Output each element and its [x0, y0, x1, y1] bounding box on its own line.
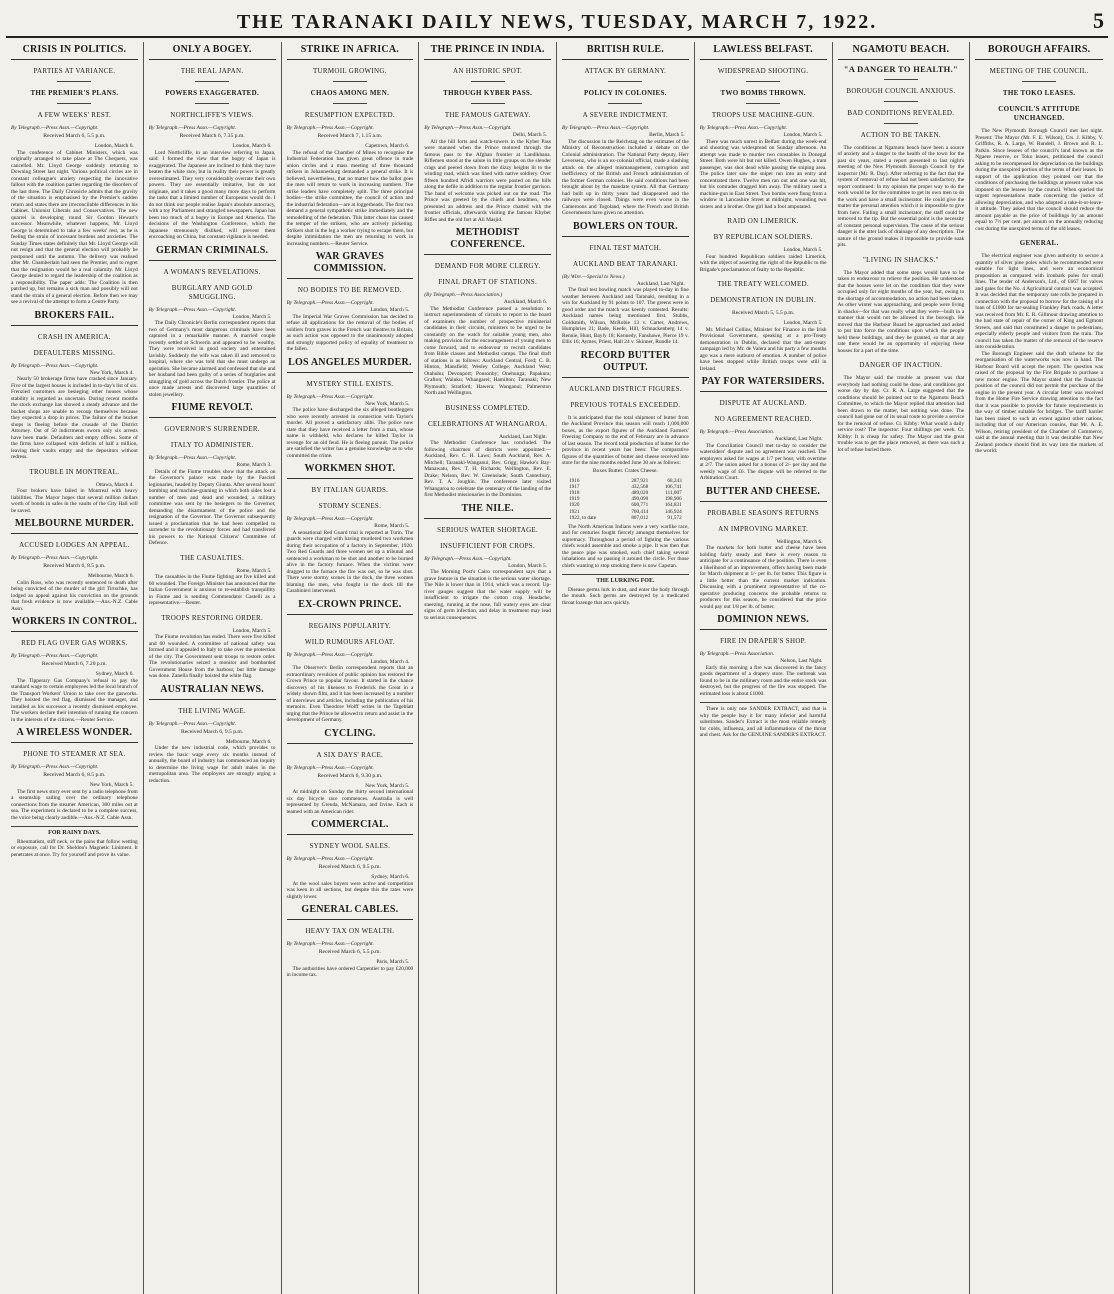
dateline: New York, March 4. — [89, 369, 134, 376]
subheading: THE PREMIER'S PLANS. — [30, 89, 119, 97]
subheading: ATTACK BY GERMANY. — [584, 67, 667, 75]
subheading: ACCUSED LODGES AN APPEAL. — [19, 541, 130, 549]
headline: THE PRINCE IN INDIA. — [424, 44, 551, 60]
subheading: THE TREATY WELCOMED. — [717, 280, 809, 288]
column-4 — [419, 42, 557, 1294]
article-bowlers-on-tour — [562, 221, 689, 346]
subheading: THE CASUALTIES. — [180, 553, 244, 562]
column-8 — [970, 42, 1108, 1294]
subheading: WILD RUMOURS AFLOAT. — [304, 637, 395, 646]
subheading: BY ITALIAN GUARDS. — [311, 486, 389, 494]
subheading: CELEBRATIONS AT WHANGAROA. — [427, 419, 548, 428]
subheading: THE TOKO LEASES. — [1002, 89, 1076, 97]
article-dominion-news — [700, 614, 827, 697]
headline: RECORD BUTTER OUTPUT. — [562, 350, 689, 378]
received-line: Received March 6, 5.5 p.m. — [43, 133, 106, 139]
table-cell: 198,906 — [664, 496, 682, 503]
subheading: PROBABLE SEASON'S RETURNS — [707, 508, 820, 517]
subheading: MEETING OF THE COUNCIL. — [989, 67, 1089, 75]
table-cell: 432,568 — [631, 483, 649, 490]
headline: PAY FOR WATERSIDERS. — [700, 376, 827, 392]
byline: By Telegraph.—Press Assn.—Copyright. — [699, 125, 788, 131]
column-2 — [144, 42, 282, 1294]
advertisement — [700, 702, 827, 739]
separator — [884, 101, 918, 102]
subheading: TROUBLE IN MONTREAL. — [29, 467, 120, 476]
headline: METHODIST CONFERENCE. — [424, 227, 551, 255]
article-body: The Mayor added that some steps would have to be taken to endeavour to relieve the position. He understood that the houses were let on the condition that they were occupied only for eight months of the year, but, owing to the shortage of accommodation, no action had been taken. As other winter was approaching, and people were living in shacks—for that was really what they were—built in a manner that would not be allowed in the borough. He moved that the Harbour Board be approached and asked to put into force the conditions upon which the people held these buildings, and they be granted, so that at any rate there would be an opportunity of enjoying these houses for a part of the time. — [837, 269, 965, 354]
received-line: Received March 6, 9.30 p.m. — [317, 772, 383, 779]
subheading: DEFAULTERS MISSING. — [33, 348, 116, 357]
article-body: The Methodist Conference has concluded. The following chairmen of districts were appointed:—Auckland, Rev. C. H. Laws; South Auckland, Rev. A. Mitchell; Taranaki-Wanganui, Rev. Grigg; Hawke's Bay-Manawatu, Rev. T. H. Richards; Wellington, Rev. E. Drake; Nelson, Rev. W. Greenslade; South Canterbury, Rev. T. A. Joughin. The conference later visited Whangaroa to celebrate the centenary of the landing of the first Methodist missionaries in the Dominion. — [424, 440, 551, 498]
byline: By Telegraph.—Press Association. — [699, 651, 775, 657]
separator — [195, 103, 229, 104]
subheading: A SIX DAYS' RACE. — [316, 750, 384, 759]
headline: LOS ANGELES MURDER. — [287, 357, 414, 373]
subheading: A FEW WEEKS' REST. — [37, 111, 112, 119]
headline: CYCLING. — [287, 728, 414, 744]
subheading: THE FAMOUS GATEWAY. — [444, 111, 531, 119]
separator — [333, 103, 367, 104]
article-workmen-shot — [287, 463, 414, 595]
subheading: GENERAL. — [1019, 239, 1059, 247]
article-body: At the wool sales buyers were active and competition was keen in all sections, but despite this the rates were slightly lower. — [286, 880, 414, 900]
article-brokers-fail — [11, 310, 138, 515]
column-6 — [695, 42, 833, 1294]
subheading: PHONE TO STEAMER AT SEA. — [23, 750, 126, 758]
dateline: London, March 6. — [94, 143, 134, 149]
headline: BRITISH RULE. — [562, 44, 689, 60]
received-line: Received March 6, 9.5 p.m. — [181, 728, 244, 735]
table-cell: 68,243 — [667, 477, 682, 484]
table-cell: 807,012 — [631, 514, 649, 521]
article-war-graves — [287, 251, 414, 353]
byline: By Telegraph.—Press Assn.—Copyright. — [286, 651, 374, 658]
subheading: A WOMAN'S REVELATIONS. — [163, 267, 261, 276]
received-line: Received March 6, 5.5 p.m. — [318, 949, 381, 955]
dateline: London, March 6. — [232, 143, 272, 149]
subheading: RESUMPTION EXPECTED. — [304, 111, 395, 119]
dateline: London, March 5. — [783, 247, 823, 253]
received-line: Received March 5, 5.5 p.m. — [732, 310, 795, 316]
dateline: Rome, March 5. — [374, 523, 410, 529]
separator — [746, 81, 780, 82]
subheading: DEMAND FOR MORE CLERGY. — [434, 262, 541, 270]
pull-quote: "A DANGER TO HEALTH." — [843, 64, 959, 74]
table-cell: 1916 — [569, 477, 580, 484]
article-borough-affairs — [975, 44, 1103, 455]
article-body: At midnight on Sunday the thirty second international six day bicycle race commences. Australia is well represented by Grenda, McNamara, and Irvine. Each is teamed with an American rider. — [286, 789, 414, 815]
separator — [471, 103, 505, 104]
separator — [333, 81, 367, 82]
advertisement-body: Disease germs lurk in dust, and enter the body through the mouth. Such germs are destroyed by a medicated throat lozenge that acts quickly. — [562, 586, 689, 606]
headline: THE NILE. — [424, 503, 551, 519]
subheading: GOVERNOR'S SURRENDER. — [164, 425, 260, 433]
byline: By Telegraph.—Press Assn.—Copyright. — [286, 125, 374, 131]
article-british-rule — [562, 44, 689, 217]
byline: By Telegraph.—Press Assn.—Copyright. — [286, 856, 374, 862]
article-lawless-belfast — [700, 44, 827, 372]
subheading: NORTHCLIFFE'S VIEWS. — [170, 111, 254, 119]
byline: (By Wire.—Special to News.) — [562, 273, 625, 280]
article-fiume-revolt — [149, 402, 276, 680]
dateline: New York, March 5. — [365, 782, 410, 789]
subheading: SYDNEY WOOL SALES. — [309, 842, 391, 850]
subheading: DISPUTE AT AUCKLAND. — [719, 399, 807, 407]
article-cycling — [287, 728, 414, 816]
dateline: London, March 5. — [232, 313, 272, 320]
subheading: COUNCIL'S ATTITUDE UNCHANGED. — [998, 105, 1080, 122]
headline: EX-CROWN PRINCE. — [287, 599, 414, 615]
subheading: THROUGH KYBER PASS. — [443, 89, 533, 97]
subheading: ITALY TO ADMINISTER. — [170, 441, 254, 449]
masthead — [6, 4, 1108, 38]
dateline: New York, March 5. — [89, 782, 134, 788]
article-body: The Conciliation Council met to-day to consider the watersiders' dispute and no agreement was reached. The employers asked for wages at 1/7 per hour, with overtime at 2/7. The union asked for a bonus of 2/- per day and the weekly wage of £6. The dispute will be referred to the Arbitration Court. — [699, 442, 827, 481]
subheading: BUSINESS COMPLETED. — [445, 403, 530, 412]
table-cell: 1922, to date — [569, 514, 597, 521]
advertisement-heading: THE LURKING FOE. — [596, 578, 655, 585]
byline: By Telegraph.—Press Assn.—Copyright. — [148, 455, 237, 461]
article-body: The Methodist Conference passed a resolution to instruct superintendents of circuits to report to the board of examiners the number of prospective ministerial candidates in their circuits, ministers to be urged to be constantly on the watch for suitable young men, also making provision for the encouragement of young men to come forward, and to endeavour to recruit candidates from Bible classes and Methodist camps. The final draft of stations is as follows: Auckland Central, Ford; C. B. Hinton, Mansfield; Wesley College; Auckland West; Otahuhu; Devonport; Ponsonby; Onehunga; Papakura; Grafton; Waiuku; Whangarei; Hamilton; Taranaki; New Plymouth; Stratford; Hawera; Wanganui; Palmerston North and Wellington. — [424, 305, 551, 396]
table-cell: 1917 — [569, 483, 580, 490]
separator — [884, 79, 918, 80]
subheading: POLICY IN COLONIES. — [584, 89, 667, 97]
headline: BROKERS FAIL. — [11, 310, 138, 326]
advertisement — [562, 574, 689, 606]
article-body: The first news story ever sent by a radio telephone from a steamship sailing over the ordinary telephone connections from the steamer American, 300 miles out at sea. The experiment is declared to be a complete success, the voice being clearly audible.—Aus.-N.Z. Cable Assn. — [11, 788, 138, 821]
headline: GENERAL CABLES. — [287, 904, 414, 920]
subheading: POWERS EXAGGERATED. — [165, 89, 260, 97]
table-cell: 1919 — [569, 496, 580, 503]
table-cell: 287,921 — [631, 477, 649, 484]
dateline: Sydney, March 6. — [95, 671, 134, 677]
subheading: FINAL DRAFT OF STATIONS. — [438, 278, 538, 286]
table-cell: 106,741 — [664, 483, 682, 490]
received-line: Received March 6, 7.20 p.m. — [41, 661, 107, 667]
subheading: A SEVERE INDICTMENT. — [582, 111, 669, 119]
subheading: PREVIOUS TOTALS EXCEEDED. — [570, 400, 681, 409]
article-body: The discussion in the Reichstag on the estimates of the Ministry of Reconstruction included a debate on the Colonial administration. The National Party deputy, Herr Leversenz, who is an ex-colonial official, made a slashing attack on the alleged mismanagement, corruption and inefficiency of the British and French administration of the former German colonies. He said conditions had been brought about by the mandate system. All that Germany had built up in thirty years had disappeared and the railways were closed. Things were even worse in the Cameroons and Togoland, where the French and British Governments have given no attention. — [562, 138, 689, 216]
table-cell: 164,831 — [664, 502, 682, 509]
table-cell: 1921 — [569, 508, 580, 515]
subheading: DEMONSTRATION IN DUBLIN. — [710, 296, 817, 304]
article-body: The New Plymouth Borough Council met last night. Present: The Mayor (Mr. F. E. Wilson), Crs. J. Kibby, V. Griffiths, R. A. Large, W. Rundell, J. Brown and R. L. Parkin. Since lessees of the council's land known as the Ngaere reserve, or Toko leases, petitioned the council asking to be recompensed for depreciation on the buildings during the unexpired portion of the terms of their leases. In support of the application they pointed out that the conditions of purchasing the buildings at present value was imposed on the lessees by the council. When queried the urgent representations made concerning the justice of allowing depreciation, and who adopted a take-it-or-leave-it attitude. They asked that the council should reduce the amount payable as the price of buildings by an amount equal to 7½ per cent. per annum on the annually reducing cost during the unexpired terms of the old leases. — [975, 128, 1103, 232]
column-1 — [6, 42, 144, 1294]
article-body: Early this morning a fire was discovered in the fancy goods department of a drapery store. The outbreak was found to be in the millinery room and the entire stock was destroyed, but the progress of the fire was stopped. The estimated loss is about £1000. — [699, 664, 827, 697]
advertisement-heading: FOR RAINY DAYS. — [48, 830, 101, 836]
article-body: The refusal of the Chamber of Mines to recognise the Industrial Federation has given great offence in trade union circles and a mass meeting of three thousand strikers in Johannesburg demanded a general strike. It is believed, nevertheless, that no matter how the ballot goes the men will return to work in increasing numbers. The strike leaders have completely split. The three principal bodies—the strike committee, the council of action and the industrial federation—are at loggerheads. The first two demand a general sympathetic strike immediately and the remodelling of the federation. This latter chaos has caused the temper of the strikers, who are actively picketing. Strikers shot in the leg a worker trying to escape them, but despite intimidation the men are returning to work in increasing numbers.—Reuter Service. — [286, 149, 414, 247]
byline: By Telegraph.—Press Assn.—Copyright. — [286, 516, 374, 522]
byline: By Telegraph.—Press Assn.—Copyright. — [11, 125, 99, 131]
byline: By Telegraph.—Press Assn.—Copyright. — [562, 125, 650, 131]
subheading: AUCKLAND BEAT TARANAKI. — [573, 259, 678, 268]
byline: (By Telegraph.—Press Association.) — [424, 292, 503, 298]
dateline: Melbourne, March 6. — [225, 738, 272, 745]
article-body: The casualties in the Fiume fighting are five killed and 60 wounded. The Foreign Minister has announced that the Italian Government is anxious to re-establish tranquillity in Fiume and is sending Commendator Castelli as a representative.—Reuter. — [148, 574, 276, 606]
subheading: REGAINS POPULARITY. — [308, 621, 391, 630]
byline: By Telegraph.—Press Assn.—Copyright. — [11, 555, 99, 561]
article-body: Nearly 50 brokerage firms have crashed since January. Five of the largest houses is included in to-day's list of six. Frenzied customers are besieging other houses whose stability is regarded as uncertain. During recent months the stock exchange has showed a steady advance and the bucket shops are unable to recoup themselves because they expected a drop in prices. The failure of the bucket shops is fleeing before the crusade of the District Attorney. Out of 50 indictments sworn only six arrests have been made. Defaulters and empty offices. Some of the firms have collapsed with deficits of half a million, leaving their vaults empty and the depositors without redress. — [11, 376, 138, 460]
dateline: Auckland, Last Night. — [499, 433, 547, 440]
column-5 — [557, 42, 695, 1294]
subheading: MYSTERY STILL EXISTS. — [306, 379, 394, 388]
article-german-criminals — [149, 245, 276, 399]
dateline: Wellington, March 6. — [776, 538, 823, 545]
article-body: Details of the Fiume troubles show that the attack on the Governor's palace was made by the Fascisti legionaries, headed by Deputy Giunta. After several hours' bombing and machine-gunning in which both sides lost a number of men and dead and wounded, a military committee was sent by the besiegers to the Governor, demanding the disarmament of the police and the resignation of the Governor. The Governor subsequently issued a proclamation that he had been compelled to surrender to the revolutionary forces and had transferred his powers to the National Citizens' Committee of Defence. — [148, 468, 276, 546]
headline: GERMAN CRIMINALS. — [149, 245, 276, 261]
byline: By Telegraph.—Press Assn.—Copyright. — [286, 300, 374, 306]
article-body: There was much unrest in Belfast during the week-end and shooting was widespread on Sunday afternoon. An attempt was made to murder two constables in Donegal Street. Both were hit but not killed. Owen Hughes, a tram passenger, was shot dead while passing the sniping area. The police later saw the sniper run into an entry and concentrated there. Twelve men ran out and one was hit, but his comrades dragged him away. The military used a machine-gun in East Street. Two bombs were flung from a window in Lancashire Street at midnight, wounding two sisters and a brother. One girl had a foot amputated. — [699, 138, 827, 210]
article-body: The Daily Chronicle's Berlin correspondent reports that two of Germany's most dangerous criminals have been captured in a remarkable manner. A married couple recently settled at Schwerin and appeared to be wealthy. They were received in good society and entertained lavishly. Suddenly the wife was taken ill and removed to hospital, where she was told that she must undergo an operation. She became alarmed and confessed that she and her husband had been guilty of a series of burglaries and smuggling of gold across the Dutch frontier. The police at once made arrests and discovered large quantities of stolen jewellery. — [148, 320, 276, 398]
subheading: TROOPS RESTORING ORDER. — [161, 613, 264, 622]
subheading: RED FLAG OVER GAS WORKS. — [21, 639, 128, 647]
subheading: PARTIES AT VARIANCE. — [33, 67, 116, 75]
article-body: The authorities have ordered Carpentier to pay £20,000 in income tax. — [286, 965, 414, 978]
separator — [57, 103, 91, 104]
article-body: The Imperial War Graves Commission has decided to refuse all applications for the removal of the bodies of soldiers from graves in the French war theatres to Britain, as such action was opposed to the unanimously adopted and strongly supported policy of equality of treatment to the fallen. — [286, 313, 414, 352]
headline: WORKMEN SHOT. — [287, 463, 414, 479]
article-body: The final test bowling match was played to-day in fine weather between Auckland and Taranaki, resulting in a win for Auckland by 91 points to 107. The greens were in good order and the match was keenly contested. Results: Auckland names being mentioned first. Stubbs, Goldsmith, Wilson, McRobie 13 v. Carter, Andrews, Humphries 21; Bade, Keefe, Hill, Schnackenberg 14 v. Rennie, Hunt, Bayly 18; Kennedy, Fanshawe, Pierce 19 v. Ellis 16; Aymes, Priest, Hall 24 v. Skinner, Rundle 14. — [562, 287, 689, 345]
headline: COMMERCIAL. — [287, 819, 414, 835]
dateline: Paris, March 5. — [376, 959, 410, 965]
subheading: RAID ON LIMERICK. — [727, 217, 799, 225]
table-heading: Boxes Butter. Crates Cheese. — [592, 467, 658, 474]
article-crisis-in-politics — [11, 44, 138, 306]
subheading: NO BODIES TO BE REMOVED. — [297, 286, 402, 294]
received-line: Received March 6, 7.35 p.m. — [179, 133, 245, 139]
article-los-angeles-murder — [287, 357, 414, 460]
article-body: The North American Indians were a very warlike race, and for centuries fought fiercely amongst themselves for supremacy. Throughout a period of fighting the various chiefs would assemble and smoke a pipe. It was then that the peace pipe was smoked, each chief taking several inhalations and so passing it around the circle. For those chiefs wanting to stop smoking there is now Capstan. — [562, 523, 689, 569]
subheading: BOROUGH COUNCIL ANXIOUS. — [846, 86, 956, 95]
dateline: London, March 5. — [508, 562, 547, 569]
article-body: Four hundred Republican soldiers raided Limerick, with the object of asserting the right of the Republic to the Brigade's proclamation of fealty to the Republic. — [699, 253, 827, 273]
subheading: CRASH IN AMERICA. — [37, 332, 111, 341]
headline: ONLY A BOGEY. — [149, 44, 276, 60]
dateline: London, March 5. — [370, 307, 410, 313]
received-line: Received March 6, 8.5 p.m. — [43, 772, 106, 778]
headline: NGAMOTU BEACH. — [838, 44, 965, 60]
subheading: WIDESPREAD SHOOTING. — [717, 67, 809, 75]
subheading: AN HISTORIC SPOT. — [453, 67, 523, 75]
article-prince-in-india — [424, 44, 551, 223]
subheading: THE LIVING WAGE. — [178, 706, 247, 715]
byline: By Telegraph.—Press Assn.—Copyright. — [11, 764, 99, 770]
headline: WAR GRAVES COMMISSION. — [287, 251, 414, 279]
article-strike-in-africa — [287, 44, 414, 247]
separator — [608, 81, 642, 82]
article-commercial — [287, 819, 414, 900]
byline: By Telegraph.—Press Association. — [699, 429, 775, 435]
table-cell: 489,020 — [631, 489, 649, 496]
dateline: Berlin, March 5. — [649, 132, 685, 138]
article-body: The markets for both butter and cheese have been holding fairly steady and there is every reason to anticipate for a continuance of the position. There is even a likelihood of an improvement, offers having been made for March shipment at 1/- per lb. for butter. This figure is a little better than the current market indication. Discussing with a prominent representative of the co-operative producing concerns the probable returns to producers for this season, he considered that the price would pay out 1/8 per lb. of butter. — [699, 545, 827, 610]
subheading: NO AGREEMENT REACHED. — [714, 415, 812, 423]
subheading: "LIVING IN SHACKS." — [862, 255, 939, 264]
separator — [1022, 81, 1056, 82]
table-cell: 490,090 — [631, 496, 649, 503]
byline: By Telegraph.—Press Assn.—Copyright. — [286, 393, 374, 400]
dateline: Auckland, Last Night. — [774, 436, 823, 442]
headline: CRISIS IN POLITICS. — [11, 44, 138, 60]
article-body: A sensational Red Guard trial is reported at Turin. The guards were charged with having murdered two workmen during their occupation of a factory in September, 1920. Two Red Guards and three women set up a tribunal and sentenced a workman to be shot and another to be burned alive in the factory furnace. When the victims were dragged to the furnace the fire was out, so he was shot. There were stormy scenes in the dock, the three women blaming the men, who fought in the dock till the Carabinieri intervened. — [286, 529, 414, 594]
dateline: Auckland, Last Night. — [636, 280, 685, 287]
headline: WORKERS IN CONTROL. — [11, 616, 138, 632]
page-number: 5 — [1093, 8, 1104, 33]
article-methodist-conference — [424, 227, 551, 499]
subheading: TROOPS USE MACHINE-GUN. — [711, 111, 815, 119]
subheading: TWO BOMBS THROWN. — [720, 89, 806, 97]
article-body: The Borough Engineer said the draft scheme for the reorganisation of the waterworks was now in hand. The Harbour Board will accept the report. The question was raised of the proposal by the Fire Brigade to purchase a new motor engine. The Mayor stated that the financial position of the council did not permit the purchase of the engine in the present year. A circular letter was received from the Home Fire Service drawing attention to the fact that it was possible to provide for future requirements in the way of timber suitable for bridges. The tariff barrier has been raised to such an extent against other nations, including that of our American cousins, that Mr. A. E. Wilson, retiring president of the Chamber of Commerce, said at the annual meeting that it was desirable that New Zealand produce should find its way into the markets of the world. — [975, 350, 1103, 454]
article-ngamotu-beach — [838, 44, 965, 453]
byline: By Telegraph.—Press Assn.—Copyright. — [286, 764, 374, 771]
byline: By Telegraph.—Press Assn.—Copyright. — [148, 125, 237, 131]
subheading: AN IMPROVING MARKET. — [718, 524, 809, 533]
article-body: The Morning Post's Cairo correspondent says that a grave feature in the situation is the serious water shortage. The Nile is lower than in 1914, which was a record. Up-river gauges suggest that the water supply will be insufficient to irrigate the cotton crop. Headache, sneezing, running at the nose, full watery eyes are clear signs of germ infection, and delay in treatment may lead to serious consequences. — [424, 569, 551, 621]
received-line: Received March 6, 9.5 p.m. — [318, 864, 381, 870]
article-body: The conditions at Ngamotu beach have been a source of anxiety and a danger to the health of the town for the past six years, stated a report presented to last night's meeting of the New Plymouth Borough Council by the inspector (Mr. R. Day). After referring to the fact that the system of removal of refuse had not been satisfactory, the report continued: In my opinion the proper way to do the work would be for the committee to get its own men to do the work and have a small incinerator. He could give the matter the personal attention which it is impossible to give from here. Failing a small incinerator, the staff could be removed to the tip. But the essential point is the necessity of constant personal supervision. The cause of the serious danger is the utter lack of drainage of any description. The nature of the ground makes it impossible to provide soak pits. — [837, 144, 965, 248]
column-7 — [833, 42, 971, 1294]
byline: By Telegraph.—Press Assn.—Copyright. — [286, 941, 374, 947]
subheading: ACTION TO BE TAKEN. — [860, 130, 941, 139]
headline: MELBOURNE MURDER. — [11, 518, 138, 534]
article-body: Four brokers have failed in Montreal with heavy liabilities. The Mayor hopes that several million dollars worth of bonds in safes in the vaults of the City Hall will be saved. — [11, 488, 138, 514]
article-the-nile — [424, 503, 551, 622]
article-butter-and-cheese — [700, 486, 827, 611]
separator — [746, 103, 780, 104]
article-body: Lord Northcliffe, in an interview referring to Japan, said: I formed the view that the bogey of Japan is exaggerated. The Japanese are inclined to think they have beaten the white race, but in reality their power is greatly overestimated. They very considerably overrate their own powers. They are essentially imitative, but do not originate, and it takes a good many more days to perform the tasks that a limited number of Europeans would do. I do not think our people realise Japan's absolute autocracy, with a toy Parliament and strangled newspapers. Japan has been too much of a bogey in Europe and America. The decisions of the Washington Conference, which the Japanese strenuously disliked, will prevent them encroaching on China, but constant vigilance is needed. — [148, 149, 276, 240]
subheading: DANGER OF INACTION. — [859, 361, 943, 369]
masthead-title: THE TARANAKI DAILY NEWS, TUESDAY, MARCH 7, 1922. — [236, 11, 878, 33]
columns — [6, 42, 1108, 1294]
byline: By Telegraph.—Press Assn.—Copyright. — [11, 362, 99, 369]
article-workers-in-control — [11, 616, 138, 723]
article-australian-news — [149, 684, 276, 785]
article-body: It is anticipated that the total shipment of butter from the Auckland Province this season will reach 1,000,000 boxes, as the export figures of the Auckland Farmers' Freezing Company to the end of February are in advance of last season. The record total production of butter for the province in recent years has been: The comparative figures of the quantities of butter and cheese received into store for the nine months ended June 30 are as follows: — [562, 414, 689, 466]
byline: By Telegraph.—Press Assn.—Copyright. — [424, 125, 512, 131]
table-cell: 1918 — [569, 489, 580, 496]
separator — [195, 81, 229, 82]
separator — [57, 81, 91, 82]
headline: BOWLERS ON TOUR. — [562, 221, 689, 237]
dateline: Ottawa, March 4. — [96, 481, 134, 488]
dateline: London, March 5. — [783, 320, 823, 326]
article-body: The Tipperary Gas Company's refusal to pay the standard wage to certain employees led the local branch of the Transport Workers' Union to take over the gasworks. They hoisted the red flag, dismissed the manager, and installed as his successor a recently dismissed employee. The workers declare their intention of running the concern in the interests of the citizens.—Reuter Service. — [11, 677, 138, 723]
headline: STRIKE IN AFRICA. — [287, 44, 414, 60]
subheading: THE REAL JAPAN. — [180, 67, 244, 75]
subheading: CHAOS AMONG MEN. — [310, 89, 390, 97]
headline: AUSTRALIAN NEWS. — [149, 684, 276, 700]
separator — [471, 81, 505, 82]
subheading: BURGLARY AND GOLD SMUGGLING. — [171, 283, 253, 301]
butter-cheese-table — [567, 478, 684, 521]
dateline: Rome, March 5. — [236, 567, 272, 574]
article-body: Mr. Michael Collins, Minister for Finance in the Irish Provisional Government, speaking at a pro-Treaty demonstration in Dublin, declared that the anti-treaty campaign led by Mr. de Valera and his party a few months ago was a mere outburst of emotion. A number of police have been stopped while British troops were still in Ireland. — [699, 326, 827, 372]
table-cell: 600,771 — [631, 502, 649, 509]
article-body: All the hill forts and watch-towers in the Kyber Pass were manned when the Prince motored through the famous pass to the Afghan frontier at Landikhana. Riflemen stood at the salute in little groups on the slender crags and peered down from the dizzy heights lit to the winding road, which was lined with native soldiery. Over fifteen hundred Afridi warriors were posted on the hills along the defile in addition to the regular frontier garrison. The band of welcome was picked out on the road. The Prince was greeted by the chiefs and headmen, who presented an address and the Prince chatted with the frontier officials, afterwards visiting the famous Khyber Rifles and the old fort at Ali Masjid. — [424, 138, 551, 223]
article-record-butter-output — [562, 350, 689, 570]
table-cell: 1920 — [569, 502, 580, 509]
byline: By Telegraph.—Press Assn.—Copyright. — [11, 653, 99, 659]
article-general-cables — [287, 904, 414, 979]
dateline: Rome, March 3. — [236, 462, 272, 468]
received-line: Received March 6, 8.5 p.m. — [43, 563, 106, 569]
article-body: The police have discharged the six alleged bootleggers who were recently arrested in connection with Taylor's murder. All proved a satisfactory alibi. The police now state that they have received a letter from a man, whose name is withheld, who declares he killed Taylor in revenge for an old feud. He is fleeing pursuit. The police are satisfied the writer has a genuine knowledge as to who committed the crime. — [286, 407, 414, 459]
subheading: TURMOIL GROWING. — [312, 67, 387, 75]
subheading: BY REPUBLICAN SOLDIERS. — [713, 233, 813, 241]
dateline: Capetown, March 6. — [365, 143, 410, 149]
article-only-a-bogey — [149, 44, 276, 241]
separator — [608, 103, 642, 104]
subheading: STORMY SCENES. — [318, 502, 382, 510]
table-cell: 760,414 — [631, 508, 649, 515]
article-body: The electrical engineer was given authority to secure a quantity of silver pine poles which he recommended were suitable for light lines, and were an economical proposition as compared with ironbark poles for small lines. The tender of Anderson's, Ltd., of £667 for valves and gates for the No. 4 Agricultural contract was accepted. It was decided that the temporary rate rolls be prepared in connection with the proposal to borrow for the raising of a loan of £1000 for tar-sealing Frankley Park roads. A letter was received from Mr. E. R. Gillmour drawing attention to the bad state of repair of the corner of King and Egmont Streets, and said that constituted a danger to pedestrians, especially elderly people and visitors from the train. The council has taken the matter of the removal of the reserve into consideration. — [975, 253, 1103, 350]
dateline: Melbourne, March 6. — [87, 573, 134, 579]
dateline: Auckland, March 6. — [503, 299, 547, 305]
subheading: INSUFFICIENT FOR CROPS. — [440, 541, 536, 550]
headline: DOMINION NEWS. — [700, 614, 827, 630]
subheading: AUCKLAND DISTRICT FIGURES. — [568, 384, 682, 393]
headline: BOROUGH AFFAIRS. — [975, 44, 1103, 60]
received-line: Received March 7, 1.15 a.m. — [317, 133, 383, 139]
advertisement-body: Rheumatism, stiff neck, or the pains that follow wetting or exposure, call for Dr. Sheldon's Magnetic Liniment. It penetrates at once. Try for yourself and prove its value. — [11, 838, 138, 858]
dateline: New York, March 5. — [365, 400, 410, 407]
headline: LAWLESS BELFAST. — [700, 44, 827, 60]
headline: FIUME REVOLT. — [149, 402, 276, 418]
table-cell: 91,572 — [667, 514, 682, 521]
subheading: BAD CONDITIONS REVEALED. — [847, 108, 955, 117]
article-ex-crown-prince — [287, 599, 414, 724]
article-wireless-wonder — [11, 727, 138, 821]
dateline: London, March 5. — [783, 132, 823, 138]
subheading: FIRE IN DRAPER'S SHOP. — [720, 637, 807, 645]
article-pay-for-watersiders — [700, 376, 827, 482]
byline: By Telegraph.—Press Assn.—Copyright. — [148, 720, 237, 727]
dateline: Sydney, March 6. — [371, 874, 410, 880]
advertisement — [11, 826, 138, 858]
dateline: London, March 5. — [232, 627, 272, 634]
article-body: The conference of Cabinet Ministers, which was originally arranged to take place at The Chequers, was cancelled. Mr. Lloyd George suddenly returning to Downing Street last night. Various political circles are in constant colleague's anxiety respecting the innovative fallout with the coalition parties regarding the disorders of the last three. The Daily Chronicle admits that the gravity of the situation is emphasised by the Premier's sudden return and states there are irreconcilable differences in his Cabinet. Unionist Liberals and Conservatives. The new quarrel is developing round Sir Gordon Hewart's successor. Meanwhile, whatever happens, Mr. Lloyd George is determined to take a few weeks' rest, as he is feeling the strain of incessant burdens and anxieties. The Sunday Times states definitely that Mr. Lloyd George will not resign and that the general election will probably be postponed until the autumn. The delivery was realised after Mr. Chamberlain had seen the Premier, and to regret that the resignation would be a real calamity. Mr. Lloyd George denied to regard the leadership of the coalition as a responsibility. The paper adds: The Coalition is then patched up, but remains a sick man and possibly will not stand the strain of a general election. Before then we may see a revival of the attempt to form a Centre Party. — [11, 149, 138, 305]
subheading: HEAVY TAX ON WEALTH. — [305, 927, 395, 935]
article-body: The Observer's Berlin correspondent reports that an extraordinary revulsion of public opinion has restored the Crown Prince to popular favour. It started in the chance discovery of his likeness to Frederick the Great in a widely shown film, and it has been increased by a number of interviews and articles, including the publication of his memoirs. Even Theodore Wolff writes in the Tageblatt urging that the Prince be allowed to return and assist in the development of Germany. — [286, 665, 414, 723]
subheading: SERIOUS WATER SHORTAGE. — [437, 525, 539, 534]
separator — [884, 123, 918, 124]
headline: A WIRELESS WONDER. — [11, 727, 138, 743]
dateline: London, March 4. — [370, 658, 410, 665]
dateline: Nelson, Last Night. — [780, 658, 823, 664]
subheading: FINAL TEST MATCH. — [589, 243, 662, 252]
column-3 — [282, 42, 420, 1294]
dateline: Delhi, March 5. — [512, 132, 547, 138]
article-body: Under the new industrial code, which provides to review the basic wage every six months instead of annually, the board of industry has commenced an inquiry to determine the living wage for adult males in the metropolitan area. The employers are strongly urging a reduction. — [148, 745, 276, 784]
article-body: The Fiume revolution has ended. There were five killed and 60 wounded. A committee of national safety was formed and it appealed to Italy to take over the protection of the city. The Government sent troops to restore order. The revolutionaries seized a monitor and bombarded Government House from the harbour, but little damage was done. Zanella finally hoisted the white flag. — [148, 634, 276, 679]
article-melbourne-murder — [11, 518, 138, 612]
byline: By Telegraph.—Press Assn.—Copyright. — [424, 555, 512, 562]
table-cell: 146,924 — [664, 508, 682, 515]
table-cell: 111,007 — [665, 489, 682, 496]
table-row — [567, 515, 684, 521]
article-body: Colin Ross, who was recently sentenced to death after being convicted of the murder of the girl Tirtschke, has lodged an appeal against his conviction on the grounds that fresh evidence is now available.—Aus.-N.Z. Cable Assn. — [11, 579, 138, 612]
article-body: The Mayor said the trouble at present was that everybody had nothing could be done, and conditions got worse day by day. Cr. R. A. Large suggested that the conditions should be pointed out to the Ngamotu Beach Committee, to which the Mayor replied that attention had been drawn to the matter, but nothing was done. The council had gone out of its usual route to provide a service for the removal of refuse. Cr. Kibby: What would a daily service cost? The inspector: Four shillings per week. Cr. Kibby: It is cheap for safety. The Mayor and the great trouble was to get the place removed, as there was such a lot of refuse buried there. — [837, 375, 965, 453]
headline: BUTTER AND CHEESE. — [700, 486, 827, 502]
advertisement-body: There is only one SANDER EXTRACT, and that is why the people buy it for many inferior and harmful substitutes. Sander's Extract is the most reliable remedy for colds, influenza, and all inflammations of the throat and chest. Ask for the GENUINE SANDER'S EXTRACT. — [699, 706, 827, 738]
byline: By Telegraph.—Press Assn.—Copyright. — [148, 306, 237, 313]
